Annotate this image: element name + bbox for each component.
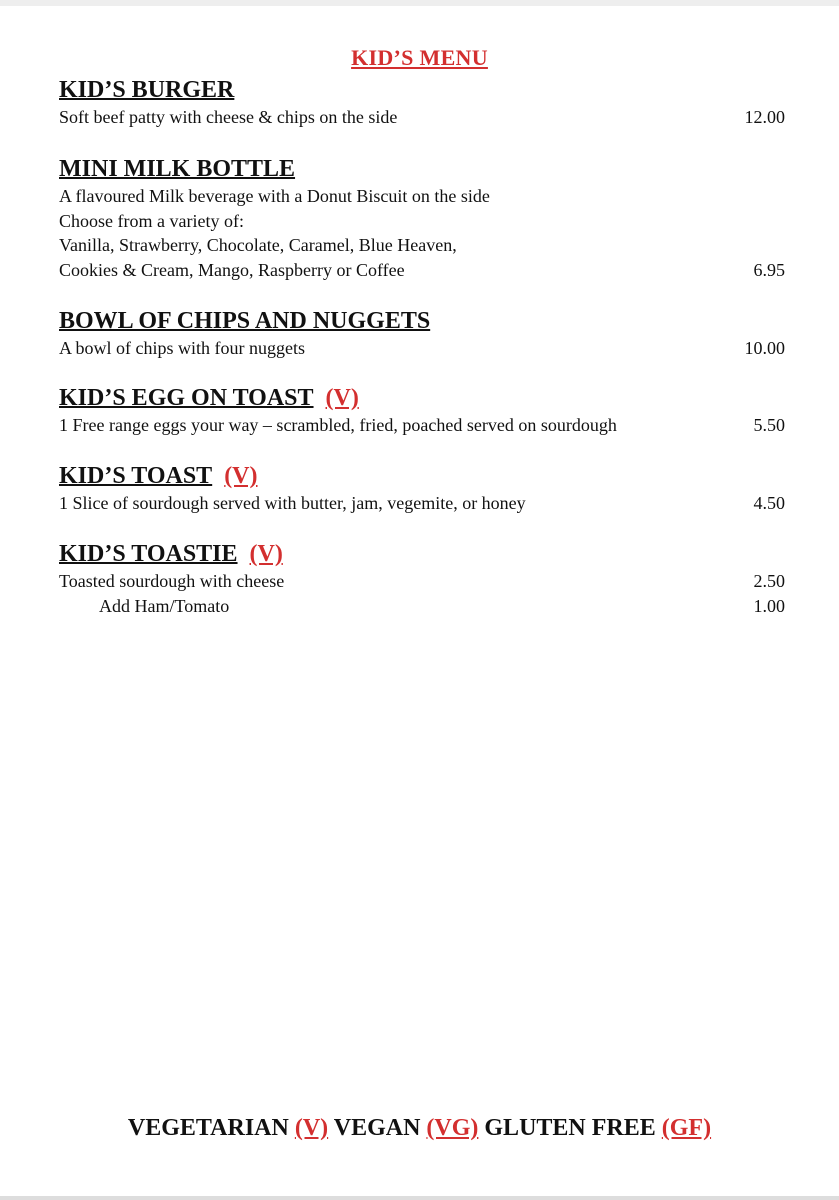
legend-label: VEGETARIAN	[127, 1115, 289, 1141]
item-description: Soft beef patty with cheese & chips on the side	[59, 107, 398, 127]
menu-item-bowl-of-chips-and-nuggets	[59, 306, 789, 361]
item-line	[59, 336, 789, 361]
item-description: A flavoured Milk beverage with a Donut Biscuit on the side	[59, 186, 490, 206]
item-name: BOWL OF CHIPS AND NUGGETS	[59, 308, 431, 334]
item-addon: Add Ham/Tomato	[99, 595, 230, 616]
item-price: 12.00	[744, 107, 785, 127]
item-title	[59, 75, 789, 105]
item-line	[59, 233, 789, 258]
item-title	[59, 539, 789, 569]
item-price: 6.95	[753, 259, 785, 280]
top-border	[0, 0, 839, 6]
item-description: 1 Slice of sourdough served with butter, jam, vegemite, or honey	[59, 493, 526, 513]
item-title	[59, 154, 789, 184]
legend-code-vegetarian: (V)	[294, 1115, 329, 1141]
item-description: Choose from a variety of:	[59, 210, 244, 231]
menu-item-kids-toastie	[59, 539, 789, 618]
menu-item-kids-burger	[59, 75, 789, 130]
legend-code-gluten-free: (GF)	[661, 1115, 712, 1141]
item-description: Toasted sourdough with cheese	[59, 571, 285, 591]
item-line	[59, 569, 789, 594]
item-price: 4.50	[753, 493, 785, 513]
item-name: KID’S EGG ON TOAST	[59, 385, 314, 411]
item-name: KID’S TOAST	[59, 463, 213, 489]
legend-code-vegan: (VG)	[426, 1115, 479, 1141]
menu-item-kids-egg-on-toast	[59, 383, 789, 438]
item-description: Vanilla, Strawberry, Chocolate, Caramel, Blue Heaven,	[59, 235, 457, 255]
item-description: Cookies & Cream, Mango, Raspberry or Coffee	[59, 259, 405, 280]
item-price: 10.00	[744, 338, 785, 358]
vegetarian-badge: (V)	[249, 541, 283, 567]
item-description: 1 Free range eggs your way – scrambled, fried, poached served on sourdough	[59, 415, 617, 435]
item-line	[59, 209, 789, 234]
menu-item-kids-toast	[59, 461, 789, 516]
menu-item-mini-milk-bottle	[59, 154, 789, 282]
item-title	[59, 383, 789, 413]
item-name: MINI MILK BOTTLE	[59, 156, 296, 182]
dietary-legend	[0, 1115, 839, 1142]
item-title	[59, 306, 789, 336]
vegetarian-badge: (V)	[224, 463, 258, 489]
item-title	[59, 461, 789, 491]
legend-label: GLUTEN FREE	[484, 1115, 656, 1141]
item-description: A bowl of chips with four nuggets	[59, 338, 305, 358]
item-line	[59, 184, 789, 209]
item-price: 2.50	[753, 571, 785, 591]
item-line	[59, 258, 789, 283]
item-price: 1.00	[753, 595, 785, 616]
item-line	[59, 491, 789, 516]
bottom-border	[0, 1196, 839, 1200]
item-line	[59, 105, 789, 130]
page-title: KID’S MENU	[351, 45, 488, 70]
item-price: 5.50	[753, 415, 785, 435]
item-line	[59, 413, 789, 438]
legend-label: VEGAN	[333, 1115, 421, 1141]
item-name: KID’S BURGER	[59, 77, 235, 103]
item-name: KID’S TOASTIE	[59, 541, 238, 567]
vegetarian-badge: (V)	[325, 385, 359, 411]
item-line	[59, 594, 789, 619]
